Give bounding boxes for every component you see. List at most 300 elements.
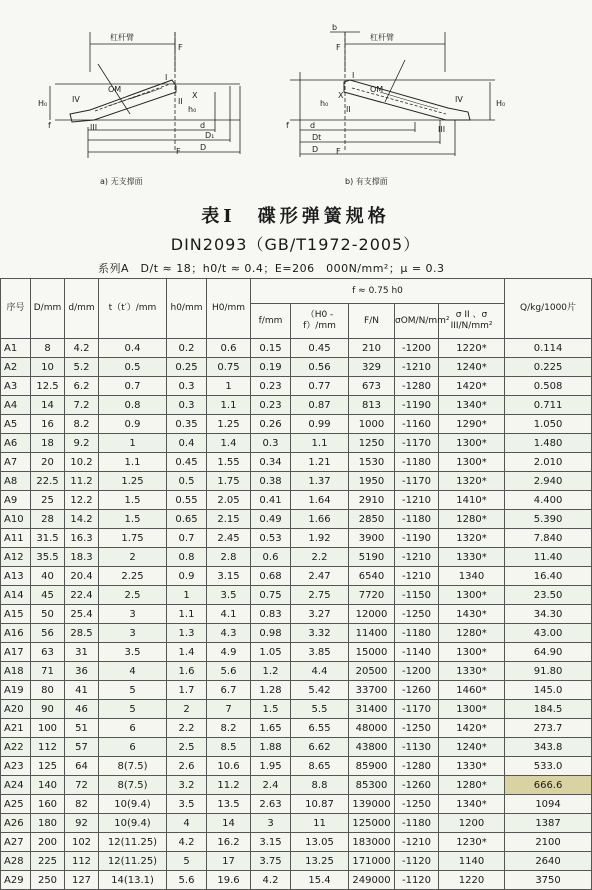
cell-q: 1387 [505, 814, 592, 833]
cell-h0: 3.2 [167, 776, 207, 795]
cell-seq: A11 [1, 529, 31, 548]
cell-sigma-ii-iii: 1340 [439, 567, 505, 586]
cell-d-outer: 80 [31, 681, 65, 700]
cell-f: 0.83 [251, 605, 291, 624]
cell-h0: 1.7 [167, 681, 207, 700]
cell-h0-minus-f: 6.62 [291, 738, 349, 757]
right-label-iii: III [438, 125, 446, 134]
header-f: f/mm [251, 304, 291, 339]
cell-H0: 0.75 [207, 358, 251, 377]
left-label-om: OM [108, 85, 122, 94]
right-label-om: OM [370, 85, 384, 94]
cell-thickness: 5 [99, 681, 167, 700]
cell-seq: A16 [1, 624, 31, 643]
cell-d-outer: 112 [31, 738, 65, 757]
cell-sigma-ii-iii: 1330* [439, 548, 505, 567]
cell-h0-minus-f: 2.75 [291, 586, 349, 605]
left-label-i: I [165, 73, 168, 82]
cell-sigma-ii-iii: 1220 [439, 871, 505, 890]
cell-f: 3.75 [251, 852, 291, 871]
cell-force: 249000 [349, 871, 395, 890]
cell-thickness: 6 [99, 738, 167, 757]
cell-sigma-ii-iii: 1280* [439, 776, 505, 795]
cell-H0: 1.55 [207, 453, 251, 472]
cell-thickness: 5 [99, 700, 167, 719]
left-label-f-small: f [48, 121, 51, 130]
cell-q: 273.7 [505, 719, 592, 738]
cell-seq: A1 [1, 339, 31, 358]
cell-H0: 1.1 [207, 396, 251, 415]
cell-H0: 8.2 [207, 719, 251, 738]
cell-thickness: 6 [99, 719, 167, 738]
cell-h0: 4.2 [167, 833, 207, 852]
table-row [1, 700, 592, 719]
cell-force: 2910 [349, 491, 395, 510]
cell-sigma-om: -1180 [395, 624, 439, 643]
cell-d-outer: 10 [31, 358, 65, 377]
cell-d-outer: 18 [31, 434, 65, 453]
cell-f: 0.19 [251, 358, 291, 377]
right-label-f2: F [336, 147, 341, 156]
table-row [1, 719, 592, 738]
cell-thickness: 0.4 [99, 339, 167, 358]
cell-q: 0.225 [505, 358, 592, 377]
cell-H0: 10.6 [207, 757, 251, 776]
cell-seq: A25 [1, 795, 31, 814]
table-row [1, 358, 592, 377]
cell-h0-minus-f: 5.42 [291, 681, 349, 700]
right-label-h0: h₀ [320, 99, 329, 108]
table-row [1, 871, 592, 890]
cell-thickness: 14(13.1) [99, 871, 167, 890]
table-row [1, 586, 592, 605]
cell-f: 0.23 [251, 396, 291, 415]
cell-force: 5190 [349, 548, 395, 567]
cell-H0: 2.45 [207, 529, 251, 548]
table-row [1, 434, 592, 453]
table-row [1, 510, 592, 529]
cell-sigma-ii-iii: 1240* [439, 738, 505, 757]
cell-H0: 3.5 [207, 586, 251, 605]
cell-thickness: 1.5 [99, 510, 167, 529]
cell-seq: A10 [1, 510, 31, 529]
cell-d-outer: 20 [31, 453, 65, 472]
right-label-ii: II [346, 105, 351, 114]
cell-d-inner: 8.2 [65, 415, 99, 434]
cell-q: 4.400 [505, 491, 592, 510]
cell-h0-minus-f: 3.32 [291, 624, 349, 643]
right-label-b: b [332, 23, 338, 32]
cell-h0: 0.5 [167, 472, 207, 491]
cell-thickness: 3 [99, 624, 167, 643]
cell-force: 43800 [349, 738, 395, 757]
cell-sigma-om: -1170 [395, 472, 439, 491]
cell-sigma-ii-iii: 1230* [439, 833, 505, 852]
cell-seq: A14 [1, 586, 31, 605]
cell-force: 139000 [349, 795, 395, 814]
cell-q: 0.508 [505, 377, 592, 396]
cell-sigma-ii-iii: 1220* [439, 339, 505, 358]
cell-H0: 11.2 [207, 776, 251, 795]
cell-force: 6540 [349, 567, 395, 586]
left-caption: a) 无支撑面 [100, 177, 143, 186]
cell-seq: A5 [1, 415, 31, 434]
cell-thickness: 12(11.25) [99, 833, 167, 852]
table-row [1, 814, 592, 833]
right-label-x: X [338, 91, 344, 100]
cell-sigma-ii-iii: 1420* [439, 377, 505, 396]
cell-H0: 1.75 [207, 472, 251, 491]
cell-thickness: 1.1 [99, 453, 167, 472]
table-row [1, 339, 592, 358]
cell-d-inner: 7.2 [65, 396, 99, 415]
cell-thickness: 3 [99, 605, 167, 624]
cell-h0: 5 [167, 852, 207, 871]
cell-d-outer: 35.5 [31, 548, 65, 567]
cell-sigma-ii-iii: 1330* [439, 757, 505, 776]
cell-thickness: 1.5 [99, 491, 167, 510]
cell-d-outer: 160 [31, 795, 65, 814]
cell-d-inner: 22.4 [65, 586, 99, 605]
cell-sigma-om: -1280 [395, 757, 439, 776]
cell-q: 2640 [505, 852, 592, 871]
table-title: 表I 碟形弹簧规格 [201, 206, 390, 227]
cell-sigma-ii-iii: 1200 [439, 814, 505, 833]
cell-h0: 4 [167, 814, 207, 833]
cell-sigma-ii-iii: 1300* [439, 700, 505, 719]
left-label-d1: D₁ [205, 131, 215, 140]
cell-force: 11400 [349, 624, 395, 643]
cell-force: 329 [349, 358, 395, 377]
cell-thickness: 2.5 [99, 586, 167, 605]
left-label-d: d [200, 121, 206, 130]
cell-q: 184.5 [505, 700, 592, 719]
cell-h0: 3.5 [167, 795, 207, 814]
cell-seq: A19 [1, 681, 31, 700]
cell-h0-minus-f: 5.5 [291, 700, 349, 719]
cell-sigma-ii-iii: 1280* [439, 624, 505, 643]
cell-d-outer: 22.5 [31, 472, 65, 491]
cell-h0-minus-f: 0.56 [291, 358, 349, 377]
cell-seq: A22 [1, 738, 31, 757]
cell-f: 4.2 [251, 871, 291, 890]
right-arm-label: 杠杆臂 [370, 33, 394, 42]
header-force: F/N [349, 304, 395, 339]
cell-h0-minus-f: 0.87 [291, 396, 349, 415]
cell-q: 3750 [505, 871, 592, 890]
cell-d-outer: 200 [31, 833, 65, 852]
cell-H0: 0.6 [207, 339, 251, 358]
cell-seq: A28 [1, 852, 31, 871]
cell-seq: A29 [1, 871, 31, 890]
cell-thickness: 1.75 [99, 529, 167, 548]
cell-d-outer: 140 [31, 776, 65, 795]
cell-force: 85900 [349, 757, 395, 776]
cell-H0: 17 [207, 852, 251, 871]
cell-f: 0.38 [251, 472, 291, 491]
cell-d-inner: 5.2 [65, 358, 99, 377]
cell-h0-minus-f: 1.1 [291, 434, 349, 453]
cell-q: 7.840 [505, 529, 592, 548]
cell-h0: 0.8 [167, 548, 207, 567]
cell-sigma-om: -1180 [395, 814, 439, 833]
cell-d-inner: 10.2 [65, 453, 99, 472]
table-row [1, 377, 592, 396]
cell-thickness: 2 [99, 548, 167, 567]
header-sigma-om: σOM/N/mm² [395, 304, 439, 339]
cell-sigma-ii-iii: 1410* [439, 491, 505, 510]
cell-seq: A18 [1, 662, 31, 681]
cell-d-outer: 14 [31, 396, 65, 415]
cell-d-inner: 36 [65, 662, 99, 681]
cell-h0-minus-f: 8.65 [291, 757, 349, 776]
cell-f: 0.15 [251, 339, 291, 358]
cell-force: 1250 [349, 434, 395, 453]
cell-h0: 1.1 [167, 605, 207, 624]
cell-sigma-ii-iii: 1320* [439, 472, 505, 491]
cell-h0-minus-f: 1.64 [291, 491, 349, 510]
cell-d-outer: 225 [31, 852, 65, 871]
cell-q: 1.050 [505, 415, 592, 434]
cell-thickness: 10(9.4) [99, 795, 167, 814]
table-row [1, 491, 592, 510]
cell-h0-minus-f: 0.99 [291, 415, 349, 434]
cell-sigma-ii-iii: 1290* [439, 415, 505, 434]
cell-thickness: 1 [99, 434, 167, 453]
cell-thickness: 8(7.5) [99, 776, 167, 795]
cell-H0: 1 [207, 377, 251, 396]
table-row [1, 757, 592, 776]
cell-sigma-ii-iii: 1330* [439, 662, 505, 681]
cell-q: 343.8 [505, 738, 592, 757]
spring-diagram-svg [0, 2, 591, 198]
header-d-outer: D/mm [31, 279, 65, 339]
left-label-f2: F [176, 147, 181, 156]
cell-sigma-om: -1150 [395, 586, 439, 605]
cell-thickness: 4 [99, 662, 167, 681]
cell-h0-minus-f: 13.05 [291, 833, 349, 852]
cell-d-outer: 40 [31, 567, 65, 586]
table-row [1, 852, 592, 871]
right-label-ho: H₀ [496, 99, 506, 108]
cell-force: 3900 [349, 529, 395, 548]
cell-sigma-om: -1210 [395, 491, 439, 510]
cell-sigma-om: -1250 [395, 795, 439, 814]
cell-d-outer: 12.5 [31, 377, 65, 396]
cell-h0-minus-f: 11 [291, 814, 349, 833]
cell-sigma-om: -1170 [395, 434, 439, 453]
cell-q: 533.0 [505, 757, 592, 776]
cell-H0: 3.15 [207, 567, 251, 586]
cell-h0: 1.3 [167, 624, 207, 643]
cell-seq: A8 [1, 472, 31, 491]
right-label-d: d [310, 121, 316, 130]
left-label-h0: h₀ [188, 105, 197, 114]
left-label-iv: IV [72, 95, 80, 104]
cell-h0-minus-f: 1.21 [291, 453, 349, 472]
left-label-x: X [192, 91, 198, 100]
left-label-ii: II [178, 97, 183, 106]
cell-h0-minus-f: 6.55 [291, 719, 349, 738]
cell-h0: 0.3 [167, 377, 207, 396]
cell-sigma-ii-iii: 1140 [439, 852, 505, 871]
cell-f: 2.4 [251, 776, 291, 795]
cell-thickness: 0.5 [99, 358, 167, 377]
cell-seq: A24 [1, 776, 31, 795]
right-label-dt: Dt [312, 133, 322, 142]
cell-h0-minus-f: 4.4 [291, 662, 349, 681]
cell-sigma-om: -1190 [395, 529, 439, 548]
cell-q: 2.010 [505, 453, 592, 472]
cell-f: 1.5 [251, 700, 291, 719]
cell-f: 0.26 [251, 415, 291, 434]
cell-sigma-om: -1190 [395, 396, 439, 415]
cell-f: 1.05 [251, 643, 291, 662]
cell-sigma-om: -1280 [395, 377, 439, 396]
table-row [1, 453, 592, 472]
table-row [1, 605, 592, 624]
table-row [1, 529, 592, 548]
cell-h0: 1 [167, 586, 207, 605]
cell-sigma-om: -1120 [395, 871, 439, 890]
right-caption: b) 有支撑面 [345, 177, 388, 186]
cell-q: 64.90 [505, 643, 592, 662]
cell-h0: 2.5 [167, 738, 207, 757]
cell-h0: 5.6 [167, 871, 207, 890]
cell-h0-minus-f: 1.92 [291, 529, 349, 548]
table-row [1, 415, 592, 434]
left-label-iii: III [90, 123, 98, 132]
cell-h0: 0.4 [167, 434, 207, 453]
cell-q: 666.6 [505, 776, 592, 795]
cell-sigma-ii-iii: 1420* [439, 719, 505, 738]
cell-d-inner: 6.2 [65, 377, 99, 396]
cell-q: 1094 [505, 795, 592, 814]
table-row [1, 738, 592, 757]
cell-h0-minus-f: 1.37 [291, 472, 349, 491]
header-H0: H0/mm [207, 279, 251, 339]
cell-f: 0.6 [251, 548, 291, 567]
cell-sigma-ii-iii: 1300* [439, 586, 505, 605]
cell-d-inner: 28.5 [65, 624, 99, 643]
cell-f: 0.68 [251, 567, 291, 586]
cell-force: 1530 [349, 453, 395, 472]
cell-sigma-om: -1210 [395, 567, 439, 586]
cell-sigma-ii-iii: 1320* [439, 529, 505, 548]
cell-d-inner: 31 [65, 643, 99, 662]
cell-f: 1.28 [251, 681, 291, 700]
cell-q: 34.30 [505, 605, 592, 624]
cell-thickness: 2.25 [99, 567, 167, 586]
cell-h0-minus-f: 0.77 [291, 377, 349, 396]
cell-d-outer: 16 [31, 415, 65, 434]
cell-d-inner: 127 [65, 871, 99, 890]
header-group: f ≈ 0.75 h0 [251, 279, 505, 304]
table-row [1, 396, 592, 415]
cell-d-inner: 112 [65, 852, 99, 871]
cell-h0: 2 [167, 700, 207, 719]
cell-f: 1.95 [251, 757, 291, 776]
cell-f: 0.34 [251, 453, 291, 472]
cell-h0: 1.6 [167, 662, 207, 681]
cell-seq: A9 [1, 491, 31, 510]
cell-sigma-om: -1210 [395, 548, 439, 567]
cell-sigma-om: -1200 [395, 662, 439, 681]
cell-H0: 4.3 [207, 624, 251, 643]
cell-d-inner: 16.3 [65, 529, 99, 548]
cell-q: 0.114 [505, 339, 592, 358]
table-row [1, 548, 592, 567]
cell-sigma-ii-iii: 1430* [439, 605, 505, 624]
cell-d-outer: 28 [31, 510, 65, 529]
cell-d-outer: 31.5 [31, 529, 65, 548]
cell-q: 11.40 [505, 548, 592, 567]
cell-d-inner: 82 [65, 795, 99, 814]
cell-sigma-om: -1160 [395, 415, 439, 434]
cell-h0: 0.35 [167, 415, 207, 434]
cell-sigma-ii-iii: 1340* [439, 795, 505, 814]
spec-table-body [1, 339, 592, 890]
cell-thickness: 0.7 [99, 377, 167, 396]
cell-q: 2.940 [505, 472, 592, 491]
cell-H0: 5.6 [207, 662, 251, 681]
header-q: Q/kg/1000片 [505, 279, 592, 339]
cell-d-inner: 92 [65, 814, 99, 833]
cell-sigma-om: -1200 [395, 339, 439, 358]
cell-d-inner: 64 [65, 757, 99, 776]
cell-seq: A21 [1, 719, 31, 738]
cell-sigma-ii-iii: 1300* [439, 643, 505, 662]
cell-h0-minus-f: 3.27 [291, 605, 349, 624]
cell-force: 813 [349, 396, 395, 415]
cell-h0: 0.65 [167, 510, 207, 529]
cell-d-outer: 250 [31, 871, 65, 890]
cell-thickness: 3.5 [99, 643, 167, 662]
left-label-ho: H₀ [38, 99, 48, 108]
cell-seq: A13 [1, 567, 31, 586]
cell-d-outer: 45 [31, 586, 65, 605]
cell-seq: A3 [1, 377, 31, 396]
cell-sigma-om: -1260 [395, 776, 439, 795]
cell-H0: 14 [207, 814, 251, 833]
cell-force: 31400 [349, 700, 395, 719]
cell-thickness: 0.8 [99, 396, 167, 415]
cell-d-outer: 100 [31, 719, 65, 738]
cell-sigma-om: -1120 [395, 852, 439, 871]
cell-thickness: 1.25 [99, 472, 167, 491]
cell-h0-minus-f: 1.66 [291, 510, 349, 529]
cell-H0: 4.1 [207, 605, 251, 624]
table-subtitle: DIN2093（GB/T1972-2005） [170, 235, 421, 254]
left-label-dd: D [200, 143, 207, 152]
cell-d-outer: 8 [31, 339, 65, 358]
spring-diagrams [0, 2, 591, 198]
cell-sigma-om: -1180 [395, 453, 439, 472]
cell-d-inner: 102 [65, 833, 99, 852]
cell-q: 23.50 [505, 586, 592, 605]
cell-d-inner: 20.4 [65, 567, 99, 586]
cell-h0-minus-f: 10.87 [291, 795, 349, 814]
cell-seq: A17 [1, 643, 31, 662]
header-h0-minus-f: （H0 - f）/mm [291, 304, 349, 339]
cell-f: 0.75 [251, 586, 291, 605]
cell-seq: A4 [1, 396, 31, 415]
cell-h0: 0.25 [167, 358, 207, 377]
spring-spec-table [0, 278, 592, 890]
cell-h0: 0.7 [167, 529, 207, 548]
cell-q: 0.711 [505, 396, 592, 415]
cell-force: 1950 [349, 472, 395, 491]
